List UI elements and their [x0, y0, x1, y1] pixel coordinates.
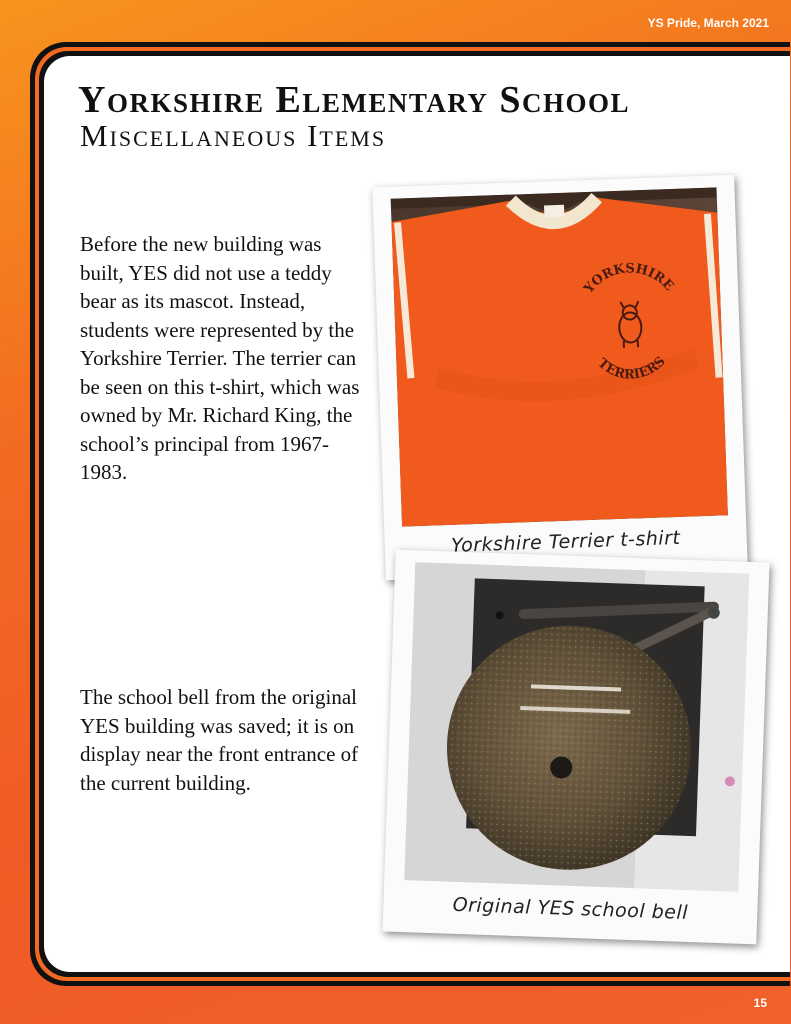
tshirt-paragraph: Before the new building was built, YES did not use a teddy bear as its mascot. Instead, students were represented by the Yorkshire Terrier. The terrier can be seen on this t-shirt, which was owned by Mr. Richard King, the school’s principal from 1967-1983. [80, 232, 360, 484]
tshirt-photo [391, 187, 728, 526]
shirt-print-top: YORKSHIRE [581, 261, 677, 297]
bell-photo-card [382, 550, 769, 945]
bell-paragraph: The school bell from the original YES building was saved; it is on display near the front entrance of the current building. [80, 685, 359, 795]
publication-header: YS Pride, March 2021 [647, 16, 769, 30]
shirt-print-bottom: TERRIERS [594, 354, 669, 383]
page-title: Yorkshire Elementary School [78, 79, 631, 121]
page-number: 15 [753, 996, 767, 1010]
page-subtitle: Miscellaneous Items [80, 118, 387, 153]
bell-photo [404, 562, 749, 891]
tshirt-caption: Yorkshire Terrier t-shirt [450, 526, 681, 557]
tshirt-photo-card [372, 175, 747, 580]
bell-caption: Original YES school bell [452, 893, 689, 925]
